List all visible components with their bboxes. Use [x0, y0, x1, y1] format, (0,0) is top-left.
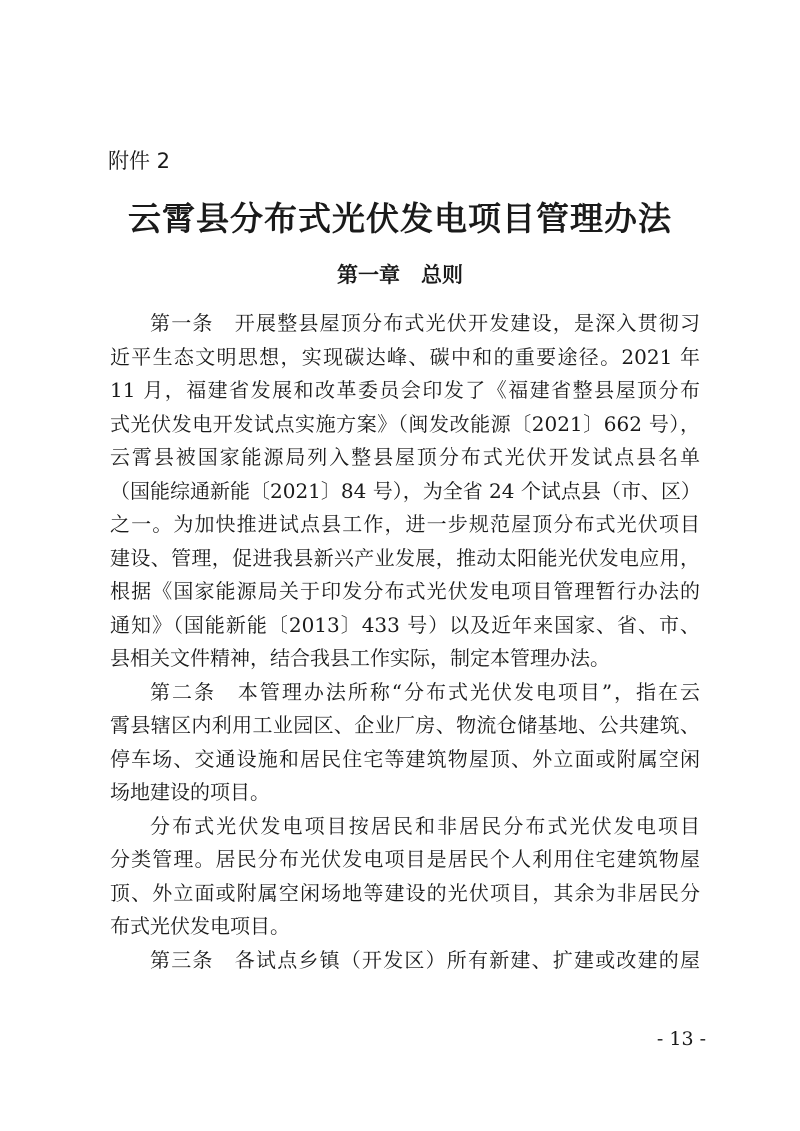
text-line: 顶、外立面或附属空闲场地等建设的光伏项目，其余为非居民分: [110, 880, 700, 905]
text-line: （国能综通新能〔2021〕84 号），为全省 24 个试点县（市、区）: [110, 478, 701, 503]
text-line: 分布式光伏发电项目按居民和非居民分布式光伏发电项目: [150, 813, 700, 838]
text-line: 云霄县被国家能源局列入整县屋顶分布式光伏开发试点县名单: [110, 445, 700, 469]
text-line: 县相关文件精神，结合我县工作实际，制定本管理办法。: [110, 646, 610, 670]
text-line: 第三条 各试点乡镇（开发区）所有新建、扩建或改建的屋: [150, 947, 700, 972]
text-line: 建设、管理，促进我县新兴产业发展，推动太阳能光伏发电应用，: [110, 545, 700, 570]
text-line: 场地建设的项目。: [110, 780, 270, 804]
text-line: 停车场、交通设施和居民住宅等建筑物屋顶、外立面或附属空闲: [110, 746, 700, 771]
text-line: 之一。为加快推进试点县工作，进一步规范屋顶分布式光伏项目: [110, 512, 700, 536]
text-line: 式光伏发电开发试点实施方案》（闽发改能源〔2021〕662 号），: [110, 411, 700, 436]
text-line: 布式光伏发电项目。: [110, 914, 290, 938]
text-line: 11 月，福建省发展和改革委员会印发了《福建省整县屋顶分布: [110, 378, 700, 402]
text-line: 分类管理。居民分布光伏发电项目是居民个人利用住宅建筑物屋: [110, 847, 700, 871]
text-line: 第二条 本管理办法所称“分布式光伏发电项目”，指在云: [150, 679, 700, 704]
text-line: 通知》（国能新能〔2013〕433 号）以及近年来国家、省、市、: [110, 612, 700, 637]
text-line: 霄县辖区内利用工业园区、企业厂房、物流仓储基地、公共建筑、: [110, 713, 700, 737]
document-title: 云霄县分布式光伏发电项目管理办法: [128, 199, 672, 238]
chapter-heading: 第一章 总则: [337, 263, 463, 287]
text-line: 近平生态文明思想，实现碳达峰、碳中和的重要途径。2021 年: [110, 344, 700, 369]
page-number: - 13 -: [656, 1028, 706, 1050]
text-line: 根据《国家能源局关于印发分布式光伏发电项目管理暂行办法的: [110, 579, 700, 603]
text-line: 第一条 开展整县屋顶分布式光伏开发建设，是深入贯彻习: [150, 311, 700, 335]
attachment-label: 附件 2: [108, 149, 171, 173]
document-body: [110, 307, 700, 977]
